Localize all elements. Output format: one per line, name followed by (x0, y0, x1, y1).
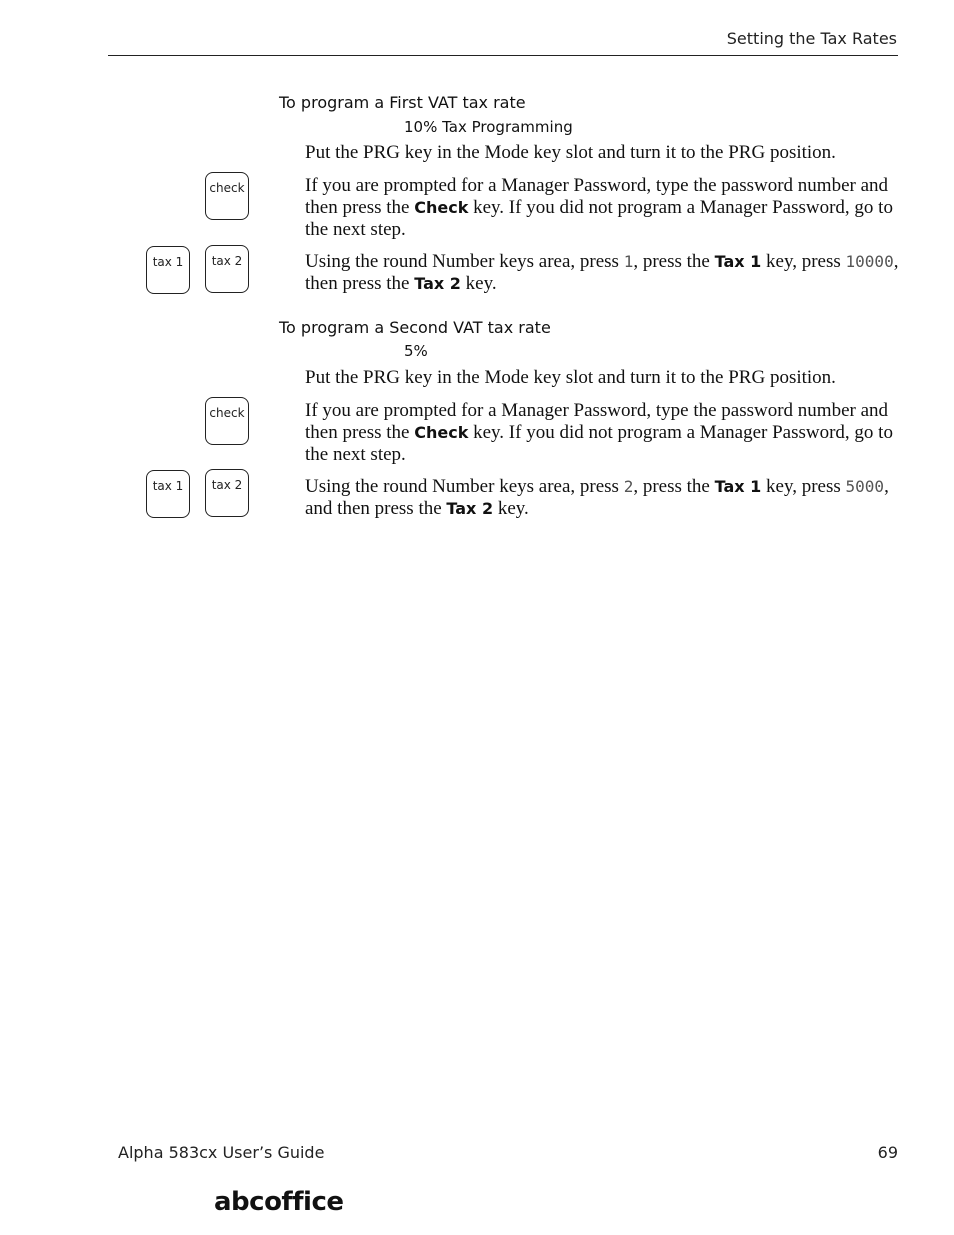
abcoffice-logo: abcoffice (214, 1187, 344, 1217)
step-2-1 (305, 367, 905, 389)
step-text: key. If you did not program a Manager Password, go to the next step. (305, 197, 893, 240)
step-text: key. (460, 273, 497, 294)
step-text: Put the PRG key in the Mode key slot and turn it to the PRG position. (305, 367, 836, 388)
key-name: Check (414, 423, 469, 442)
step-1-3 (305, 251, 905, 295)
step-text: key, press (761, 476, 846, 497)
step-text: If you are prompted for a Manager Password, type the password number and then press the (305, 175, 889, 218)
number-value: 10000 (845, 252, 894, 271)
check-key-icon (205, 172, 249, 220)
key-name: Tax 1 (714, 252, 762, 271)
key-label: tax 1 (152, 479, 184, 493)
header-rule (108, 55, 898, 56)
tax1-key-icon (146, 470, 190, 518)
number-value: 5000 (845, 477, 885, 496)
step-text: Using the round Number keys area, press (305, 251, 624, 272)
key-label: check (209, 181, 245, 195)
tax2-key-icon (205, 469, 249, 517)
key-label: tax 1 (152, 255, 184, 269)
step-text: , press the (633, 476, 715, 497)
step-text: , press the (633, 251, 715, 272)
page-header-title: Setting the Tax Rates (726, 29, 897, 48)
section-subtitle-first-vat: 10% Tax Programming (404, 118, 573, 136)
step-text: key. If you did not program a Manager Password, go to the next step. (305, 422, 893, 465)
step-text: , then press the (305, 251, 899, 294)
tax2-key-icon (205, 245, 249, 293)
section-subtitle-second-vat: 5% (404, 342, 428, 360)
section-title-first-vat: To program a First VAT tax rate (279, 93, 526, 112)
section-title-second-vat: To program a Second VAT tax rate (279, 318, 551, 337)
step-text: , and then press the (305, 476, 889, 519)
step-2-3 (305, 476, 905, 520)
key-name: Check (414, 198, 469, 217)
key-name: Tax 2 (414, 274, 461, 293)
step-text: key. (493, 498, 529, 519)
step-2-2 (305, 400, 905, 466)
tax1-key-icon (146, 246, 190, 294)
page-number: 69 (877, 1143, 898, 1162)
number-value: 1 (623, 252, 634, 271)
key-label: tax 2 (211, 478, 243, 492)
step-1-1 (305, 142, 905, 164)
key-label: tax 2 (211, 254, 243, 268)
key-name: Tax 1 (714, 477, 762, 496)
step-1-2 (305, 175, 905, 241)
key-label: check (209, 406, 245, 420)
step-text: Put the PRG key in the Mode key slot and turn it to the PRG position. (305, 142, 836, 163)
footer-guide-title: Alpha 583cx User’s Guide (118, 1143, 325, 1162)
key-name: Tax 2 (446, 499, 494, 518)
number-value: 2 (623, 477, 634, 496)
check-key-icon (205, 397, 249, 445)
step-text: key, press (761, 251, 846, 272)
step-text: If you are prompted for a Manager Password, type the password number and then press the (305, 400, 889, 443)
step-text: Using the round Number keys area, press (305, 476, 624, 497)
